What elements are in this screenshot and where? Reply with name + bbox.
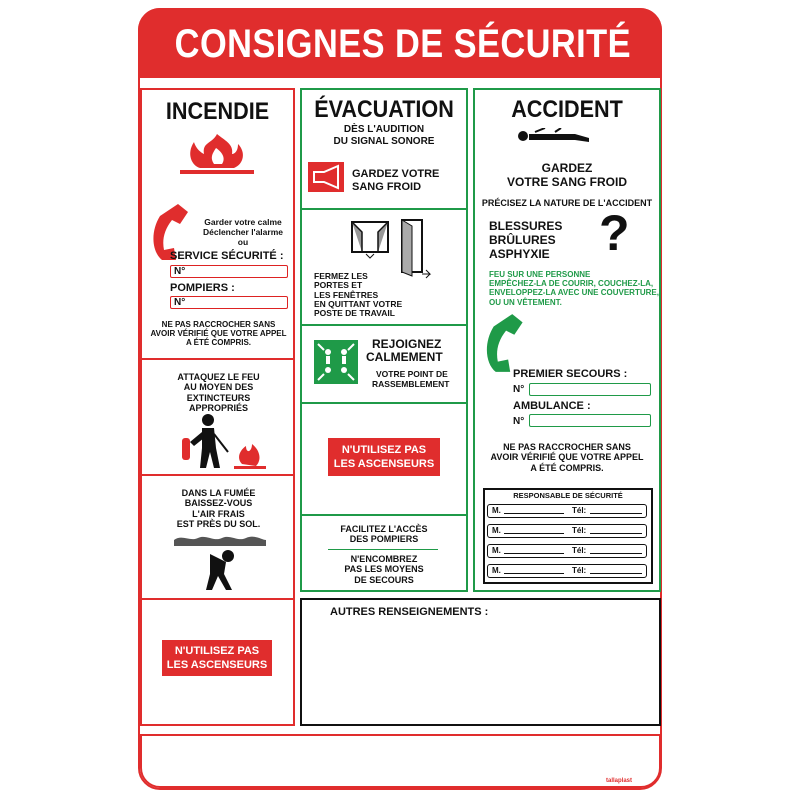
- person-extinguisher-icon: [172, 412, 272, 470]
- moyens-text: [302, 554, 466, 585]
- rejoin-line-1: REJOIGNEZ: [372, 337, 442, 351]
- sign-header: [138, 8, 662, 78]
- doors-line-4: EN QUITTANT VOTRE: [314, 299, 403, 310]
- accident-precise: PRÉCISEZ LA NATURE DE L'ACCIDENT: [481, 198, 653, 208]
- evacuation-panel-firefighters: [300, 514, 468, 592]
- evacuation-panel-top: [300, 88, 468, 210]
- service-securite-label: SERVICE SÉCURITÉ :: [170, 250, 284, 262]
- alarm-horn-icon: [308, 162, 344, 192]
- evacuation-panel-doors: [300, 208, 468, 326]
- ext-line-4: APPROPRIÉS: [188, 403, 248, 414]
- brand-logo: tallaplast: [606, 778, 633, 784]
- m-label: M.: [492, 566, 501, 575]
- rejoin-text: [366, 338, 443, 363]
- smoke-line-1: DANS LA FUMÉE: [181, 488, 256, 498]
- premier-secours-label: PREMIER SECOURS :: [513, 368, 628, 380]
- incendie-title: INCENDIE: [165, 98, 270, 125]
- ambulance-label: AMBULANCE :: [513, 400, 591, 412]
- smoke-line-2: BAISSEZ-VOUS: [184, 498, 253, 509]
- incendie-panel-smoke: [140, 474, 295, 600]
- divider: [328, 549, 438, 550]
- fire-person-2: EMPÊCHEZ-LA DE COURIR, COUCHEZ-LA,: [489, 279, 654, 289]
- evacuation-calm: [352, 168, 439, 193]
- incendie-elevator-warning: [162, 640, 272, 676]
- bottom-blank-panel: [140, 734, 661, 788]
- evacuation-panel-assembly: [300, 324, 468, 404]
- moyens-line-3: DE SECOURS: [354, 574, 414, 585]
- doors-line-3: LES FENÊTRES: [314, 289, 379, 300]
- lying-person-icon: [515, 128, 595, 148]
- crouching-person-smoke-icon: [170, 534, 270, 594]
- warning-line-1: NE PAS RACCROCHER SANS: [161, 320, 276, 329]
- accident-types: [489, 220, 562, 261]
- incendie-warning: [146, 320, 291, 348]
- autres-label: AUTRES RENSEIGNEMENTS :: [330, 606, 489, 618]
- smoke-line-4: EST PRÈS DU SOL.: [176, 519, 261, 530]
- accident-calm: [475, 162, 659, 190]
- responsable-row[interactable]: [487, 564, 647, 578]
- type-asphyxie: ASPHYXIE: [489, 246, 550, 261]
- responsable-box: [483, 488, 653, 584]
- sign-title: CONSIGNES DE SÉCURITÉ: [174, 22, 631, 66]
- rejoin-small-1: VOTRE POINT DE: [376, 369, 448, 379]
- fire-icon: [172, 132, 262, 178]
- acc-warn-1: NE PAS RACCROCHER SANS: [503, 442, 631, 452]
- warning-line-2: AVOIR VÉRIFIÉ QUE VOTRE APPEL: [150, 329, 287, 339]
- tel-label: Tél:: [572, 506, 587, 515]
- evac-sub-1: DÈS L'AUDITION: [343, 124, 425, 135]
- type-brulures: BRÛLURES: [489, 232, 556, 247]
- acc-calm-1: GARDEZ: [541, 161, 593, 175]
- ambulance-num-label: N°: [513, 416, 525, 427]
- smoke-line-3: L'AIR FRAIS: [192, 508, 245, 519]
- elevator-line-2: LES ASCENSEURS: [166, 659, 268, 671]
- incendie-panel-top: [140, 88, 295, 360]
- evacuation-elevator-warning: [328, 438, 440, 476]
- smoke-text: [146, 488, 291, 529]
- evac-elevator-line-1: N'UTILISEZ PAS: [341, 444, 427, 456]
- ext-line-3: EXTINCTEURS: [186, 392, 251, 403]
- rejoin-small: [372, 370, 449, 390]
- incendie-panel-extinguisher: [140, 358, 295, 476]
- responsable-row[interactable]: [487, 524, 647, 538]
- ext-line-2: AU MOYEN DES: [183, 382, 254, 393]
- acc-warn-3: A ÉTÉ COMPRIS.: [530, 462, 604, 473]
- call-line-3: ou: [237, 236, 249, 247]
- pompiers-field[interactable]: N°: [170, 296, 288, 309]
- pompiers-line-2: DES POMPIERS: [349, 534, 419, 545]
- evac-elevator-line-2: LES ASCENSEURS: [333, 458, 435, 470]
- service-securite-field[interactable]: N°: [170, 265, 288, 278]
- doors-line-2: PORTES ET: [314, 280, 363, 291]
- tel-label: Tél:: [572, 526, 587, 535]
- warning-line-3: A ÉTÉ COMPRIS.: [185, 338, 252, 348]
- pompiers-line-1: FACILITEZ L'ACCÈS: [340, 524, 428, 534]
- responsable-row[interactable]: [487, 504, 647, 518]
- pompiers-label: POMPIERS :: [170, 282, 235, 294]
- evacuation-subtitle: [302, 124, 466, 147]
- moyens-line-1: N'ENCOMBREZ: [350, 554, 418, 564]
- tel-label: Tél:: [572, 546, 587, 555]
- premier-num-label: N°: [513, 384, 525, 395]
- incendie-panel-elevator: [140, 598, 295, 726]
- moyens-line-2: PAS LES MOYENS: [344, 564, 424, 575]
- evacuation-title: ÉVACUATION: [314, 96, 454, 123]
- elevator-line-1: N'UTILISEZ PAS: [174, 645, 260, 657]
- evac-sub-2: DU SIGNAL SONORE: [333, 135, 435, 147]
- call-line-2: Déclencher l'alarme: [203, 226, 283, 237]
- doors-line-1: FERMEZ LES: [314, 271, 368, 281]
- incendie-call-text: [194, 218, 292, 247]
- call-line-1: Garder votre calme: [204, 217, 282, 227]
- accident-title: ACCIDENT: [511, 96, 623, 123]
- fire-person-4: OU UN VÊTEMENT.: [489, 297, 562, 307]
- m-label: M.: [492, 506, 501, 515]
- ext-line-1: ATTAQUEZ LE FEU: [177, 372, 260, 382]
- fire-person-text: [489, 270, 659, 307]
- evac-calm-1: GARDEZ VOTRE: [352, 168, 440, 180]
- fire-person-1: FEU SUR UNE PERSONNE: [489, 270, 591, 279]
- m-label: M.: [492, 526, 501, 535]
- premier-secours-field[interactable]: [529, 383, 651, 396]
- fire-person-3: ENVELOPPEZ-LA AVEC UNE COUVERTURE,: [489, 288, 659, 298]
- rejoin-line-2: CALMEMENT: [366, 349, 443, 364]
- evac-calm-2: SANG FROID: [352, 180, 422, 193]
- green-phone-icon: [481, 312, 527, 374]
- type-blessures: BLESSURES: [489, 219, 563, 233]
- question-mark-icon: ?: [599, 205, 630, 261]
- assembly-point-icon: [314, 340, 358, 384]
- tel-label: Tél:: [572, 566, 587, 575]
- doors-line-5: POSTE DE TRAVAIL: [314, 308, 395, 319]
- accident-panel: [473, 88, 661, 592]
- evacuation-panel-elevator: [300, 402, 468, 516]
- rejoin-small-2: RASSEMBLEMENT: [372, 378, 450, 389]
- accident-warning: [475, 442, 659, 473]
- doors-text: [314, 272, 402, 319]
- autres-panel[interactable]: [300, 598, 661, 726]
- acc-calm-2: VOTRE SANG FROID: [506, 174, 627, 189]
- extinguisher-text: [146, 372, 291, 413]
- ambulance-field[interactable]: [529, 414, 651, 427]
- m-label: M.: [492, 546, 501, 555]
- responsable-row[interactable]: [487, 544, 647, 558]
- acc-warn-2: AVOIR VÉRIFIÉ QUE VOTRE APPEL: [490, 452, 644, 463]
- pompiers-access-text: [302, 524, 466, 545]
- responsable-title: RESPONSABLE DE SÉCURITÉ: [513, 491, 623, 500]
